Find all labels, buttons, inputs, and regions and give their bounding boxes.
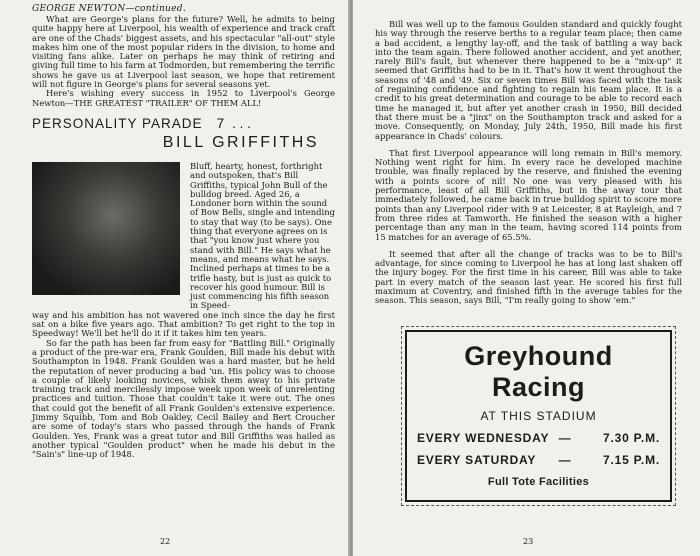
bill-paragraph-3: Bill was well up to the famous Goulden standard and quickly fought his way through the reserve berths to a regular team place; then came a bad accident, a lengthy lay-off, and the task of battling a way back into the team again. There followed another accident, and yet another, rarely Bill's fault, but whenever there happened to be a "mix-up" it seemed that Griffiths had to be in it. That's how it went throughout the seasons of '48 and '49. Six or seven times Bill was faced with the task of regaining confidence and fighting to regain his team place. It is a credit to his great determination and courage to be able to record each time he managed it, but after yet another crash in 1950, Bill decided that there must be a "jinx" on the Southampton track and asked for a move. Consequently, on Monday, July 24th, 1950, Bill made his first appearance in Chads' colours. xyxy=(375,19,682,141)
continued-name: GEORGE NEWTON xyxy=(32,4,126,14)
rider-name: BILL GRIFFITHS xyxy=(162,133,319,151)
photo-block xyxy=(32,162,335,311)
greyhound-advert xyxy=(401,326,676,506)
advert-time: 7.15 P.M. xyxy=(602,452,660,467)
right-page xyxy=(353,0,700,556)
advert-box xyxy=(405,330,672,502)
advert-line-wednesday xyxy=(417,431,660,445)
advert-time: 7.30 P.M. xyxy=(602,430,660,445)
george-paragraph-2: Here's wishing every success in 1952 to Liverpool's George Newton—THE GREATEST "TRAILER" OF THEM ALL! xyxy=(32,88,335,108)
bill-paragraph-2: So far the path has been far from easy for "Battling Bill." Originally a product of the pre-war era, Frank Goulden, Bill made his debut with Southampton in 1948. Frank Goulden was a hard master, but he held the reputation of never producing a bad 'un. His policy was to choose a couple of likely looking novices, whisk them away to his private training track and mercilessly impose week upon week of unrelenting practices and tuition. Those that couldn't take it were out. The ones that could got the benefit of all Frank Goulden's extensive experience. Jimmy Squibb, Tom and Bob Oakley, Cecil Bailey and Bert Croucher are some of today's stars who passed through the hands of Frank Goulden. Yes, Frank was a great tutor and Bill Griffiths was hailed as another typical "Goulden product" when he made his debut in the "Sain's" line-up of 1948. xyxy=(32,337,335,460)
page-number-right: 23 xyxy=(523,537,534,546)
photo-side-text: Bluff, hearty, honest, forthright and outspoken, that's Bill Griffiths, typical John Bull of the bulldog breed. Aged 26, a Londoner born within the sound of Bow Bells, single and intending to stay that way (to be says). One thing that everyone agrees on is that "you know just where you stand with Bill." He says what he means, and means what he says. Inclined perhaps at times to be a trifle hasty, but is just as quick to recover his good humour. Bill is just commencing his fifth season in Speed- xyxy=(190,160,335,311)
george-paragraph-1: What are George's plans for the future? Well, he admits to being quite happy here at Liverpool, his wealth of experience and track craft are one of the Chads' biggest assets, and his spectacular "all-out" style makes him one of the most popular riders in the division, to home and visiting fans alike. Later on perhaps he may think of retiring and giving full time to his farm at Todmorden, but remembering the terrific shows he gave us at Liverpool last season, we hope that retirement will not figure in George's plans for several seasons yet. xyxy=(32,14,335,90)
advert-dash: — xyxy=(558,452,572,467)
feature-label: PERSONALITY PARADE xyxy=(32,115,203,131)
feature-number: 7 xyxy=(216,115,225,131)
advert-title: Greyhound Racing xyxy=(464,340,613,402)
advert-line-saturday xyxy=(417,453,660,467)
advert-day: EVERY WEDNESDAY xyxy=(417,430,550,445)
bill-paragraph-5: It seemed that after all the change of tracks was to be to Bill's advantage, for since coming to Liverpool he has at long last shaken off the injury bogey. For the first time in his career, Bill was able to take part in every match of the season last year. He scored his first full maximum at Coventry, and finished fifth in the average tables for the season. This season, says Bill, "I'm really going to show 'em." xyxy=(375,248,682,306)
bill-paragraph-1: way and his ambition has not wavered one inch since the day he first sat on a bike five years ago. That ambition? To get right to the top in Speedway! We'll bet he'll do it if it takes him ten years. xyxy=(32,309,335,339)
bill-paragraph-4: That first Liverpool appearance will long remain in Bill's memory. Nothing went right for him. In every race he developed machine trouble, was finally replaced by the reserve, and finished the evening with a points score of nil! No one was very pleased with his performance, least of all Bill Griffiths, but in the away tour that immediately followed, he came back in true bulldog spirit to score more points than any Liverpool rider with 9 at Leicester, 8 at Rayleigh, and 7 from three rides at Tamworth. He finished the season with a higher percentage than any man in the team, having scored 114 points from 15 matches for an average of 65.5%. xyxy=(375,147,682,242)
advert-subtitle: AT THIS STADIUM xyxy=(480,408,597,423)
advert-footer: Full Tote Facilities xyxy=(487,475,590,488)
feature-heading xyxy=(32,116,335,131)
left-page xyxy=(0,0,349,556)
advert-dash: — xyxy=(558,430,572,445)
advert-day: EVERY SATURDAY xyxy=(417,452,537,467)
continued-suffix: —continued. xyxy=(125,4,186,14)
feature-dots: . . . xyxy=(232,115,251,131)
rider-photo xyxy=(32,162,180,295)
page-number-left: 22 xyxy=(160,537,171,546)
